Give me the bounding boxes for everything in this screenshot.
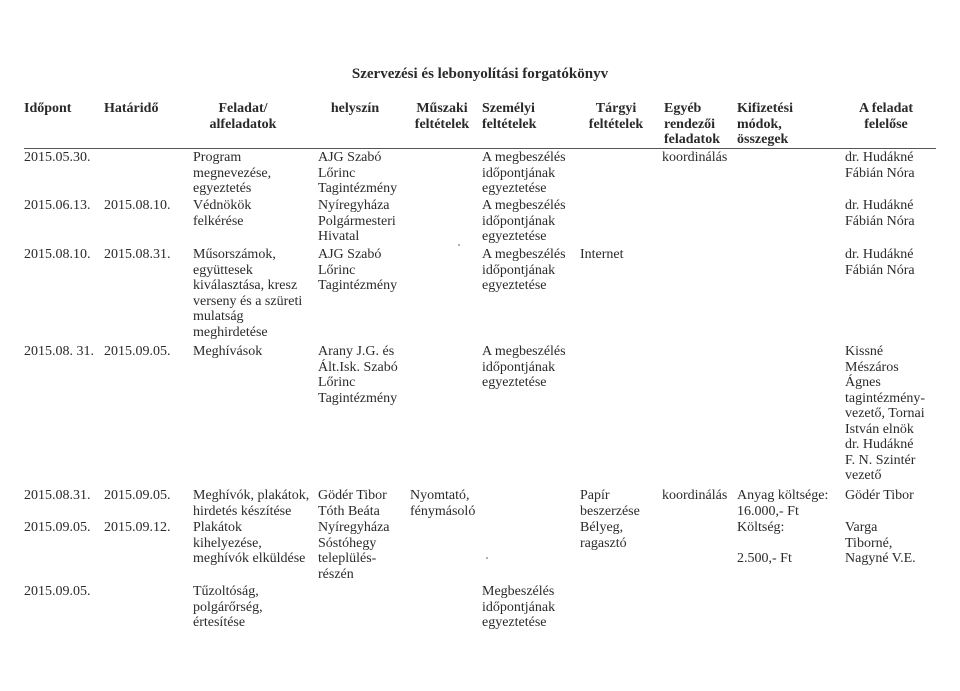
cell-helyszin: Arany J.G. és Ált.Isk. Szabó Lőrinc Tagintézmény bbox=[318, 344, 398, 406]
cell-targyi: Papír beszerzése bbox=[580, 488, 640, 519]
cell-felelos: dr. Hudákné Fábián Nóra bbox=[845, 198, 915, 229]
cell-feladat: Plakátok kihelyezése, meghívók elküldése bbox=[193, 520, 306, 566]
cell-feladat: Program megnevezése, egyeztetés bbox=[193, 150, 272, 196]
cell-hatarido: 2015.08.10. bbox=[104, 198, 171, 213]
cell-egyeb: koordinálás bbox=[662, 488, 728, 503]
cell-idopont: 2015.08. 31. bbox=[24, 344, 94, 359]
cell-szemelyi: A megbeszélés időpontjának egyeztetése bbox=[482, 344, 566, 390]
scan-speck bbox=[458, 244, 460, 246]
document-title: Szervezési és lebonyolítási forgatókönyv bbox=[351, 66, 609, 82]
cell-egyeb: koordinálás bbox=[662, 150, 728, 165]
header-egyeb: Egyéb rendezői feladatok bbox=[664, 101, 720, 147]
header-szemelyi: Személyi feltételek bbox=[482, 101, 537, 132]
cell-targyi: Bélyeg, ragasztó bbox=[580, 520, 627, 551]
header-hatarido: Határidő bbox=[104, 101, 159, 116]
cell-helyszin: Nyíregyháza Sóstóhegy teleplülés- részén bbox=[318, 520, 390, 582]
header-feladat: Feladat/ alfeladatok bbox=[209, 101, 277, 132]
cell-helyszin: Nyíregyháza Polgármesteri Hivatal bbox=[318, 198, 396, 244]
header-divider bbox=[24, 148, 936, 149]
cell-idopont: 2015.08.10. bbox=[24, 247, 91, 262]
cell-felelos: Gödér Tibor bbox=[845, 488, 914, 503]
cell-hatarido: 2015.08.31. bbox=[104, 247, 171, 262]
cell-hatarido: 2015.09.05. bbox=[104, 488, 171, 503]
cell-szemelyi: A megbeszélés időpontjának egyeztetése bbox=[482, 247, 566, 293]
cell-felelos: dr. Hudákné Fábián Nóra bbox=[845, 150, 915, 181]
header-helyszin: helyszín bbox=[330, 101, 380, 116]
cell-felelos: Kissné Mészáros Ágnes tagintézmény- vezető, Tornai István elnök dr. Hudákné F. N. Szintér vezető bbox=[845, 344, 926, 483]
cell-idopont: 2015.09.05. bbox=[24, 520, 91, 535]
cell-feladat: Védnökök felkérése bbox=[193, 198, 252, 229]
cell-felelos: dr. Hudákné Fábián Nóra bbox=[845, 247, 915, 278]
cell-helyszin: Gödér Tibor Tóth Beáta bbox=[318, 488, 387, 519]
cell-feladat: Műsorszámok, együttesek kiválasztása, kresz verseny és a szüreti mulatság meghirdetése bbox=[193, 247, 303, 340]
cell-hatarido: 2015.09.05. bbox=[104, 344, 171, 359]
header-targyi: Tárgyi feltételek bbox=[588, 101, 644, 132]
cell-feladat: Meghívók, plakátok, hirdetés készítése bbox=[193, 488, 310, 519]
header-idopont: Időpont bbox=[24, 101, 72, 116]
cell-hatarido: 2015.09.12. bbox=[104, 520, 171, 535]
cell-idopont: 2015.06.13. bbox=[24, 198, 91, 213]
cell-helyszin: AJG Szabó Lőrinc Tagintézmény bbox=[318, 247, 398, 293]
header-muszaki: Műszaki feltételek bbox=[414, 101, 470, 132]
scan-speck bbox=[486, 557, 488, 559]
header-kifizetesi: Kifizetési módok, összegek bbox=[737, 101, 793, 147]
cell-feladat: Meghívások bbox=[193, 344, 263, 359]
cell-szemelyi: A megbeszélés időpontjának egyeztetése bbox=[482, 198, 566, 244]
cell-idopont: 2015.08.31. bbox=[24, 488, 91, 503]
cell-helyszin: AJG Szabó Lőrinc Tagintézmény bbox=[318, 150, 398, 196]
cell-szemelyi: Megbeszélés időpontjának egyeztetése bbox=[482, 584, 556, 630]
cell-feladat: Tűzoltóság, polgárőrség, értesítése bbox=[193, 584, 263, 630]
cell-kifizetesi: Költség: 2.500,- Ft bbox=[737, 520, 792, 566]
cell-idopont: 2015.05.30. bbox=[24, 150, 91, 165]
cell-felelos: Varga Tiborné, Nagyné V.E. bbox=[845, 520, 916, 566]
cell-kifizetesi: Anyag költsége: 16.000,- Ft bbox=[737, 488, 829, 519]
cell-muszaki: Nyomtató, fénymásoló bbox=[410, 488, 476, 519]
header-felelos: A feladat felelőse bbox=[858, 101, 914, 132]
cell-idopont: 2015.09.05. bbox=[24, 584, 91, 599]
cell-szemelyi: A megbeszélés időpontjának egyeztetése bbox=[482, 150, 566, 196]
cell-targyi: Internet bbox=[580, 247, 624, 262]
